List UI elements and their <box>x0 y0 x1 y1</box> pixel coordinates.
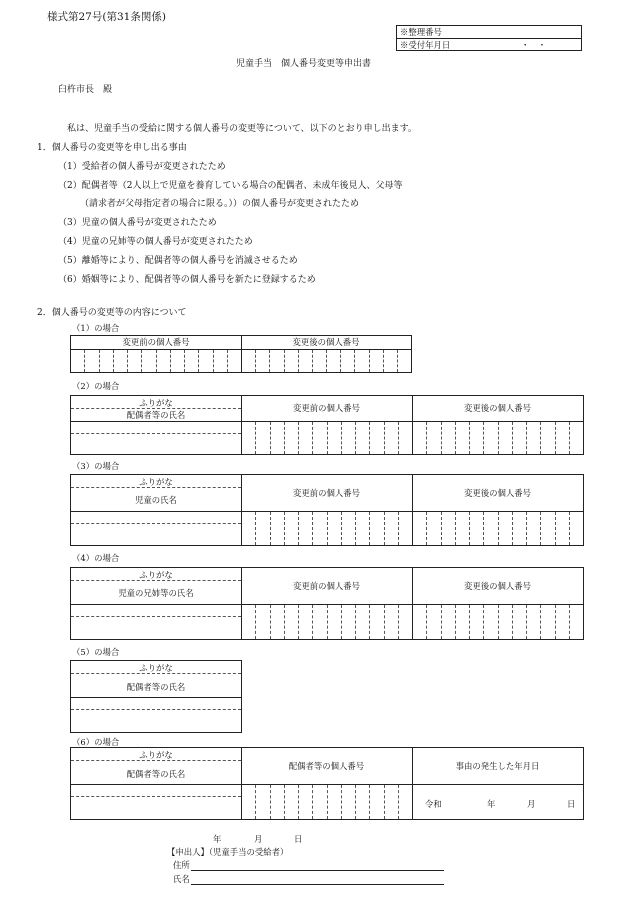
case4-table <box>70 567 584 640</box>
case2-before-digits[interactable] <box>242 422 412 454</box>
case1-after-header: 変更後の個人番号 <box>292 337 360 347</box>
case4-after-digits[interactable] <box>413 605 583 639</box>
case6-event-date-header: 事由の発生した年月日 <box>455 761 540 771</box>
address-label: 住所 <box>173 860 190 870</box>
address-line[interactable] <box>191 870 444 871</box>
case4-before-header: 変更前の個人番号 <box>293 581 360 591</box>
applicant-label: 【申出人】（児童手当の受給者） <box>167 847 289 857</box>
case4-name-header: 児童の兄姉等の氏名 <box>118 588 194 598</box>
seiri-row <box>397 26 581 39</box>
uketsuke-row <box>397 39 581 51</box>
form-number: 様式第27号(第31条関係) <box>47 11 166 23</box>
admin-box <box>396 25 582 51</box>
section2-heading: 2．個人番号の変更等の内容について <box>37 308 187 318</box>
case6-year: 年 <box>487 799 496 809</box>
case1-after-digits[interactable] <box>242 350 411 372</box>
reason-2-cont: （請求者が父母指定者の場合に限る。））の個人番号が変更されたため <box>80 199 360 209</box>
case4-before-digits[interactable] <box>242 605 412 639</box>
reason-5: （5）離婚等により、配偶者等の個人番号を消滅させるため <box>58 256 298 266</box>
section1-heading: 1．個人番号の変更等を申し出る事由 <box>37 143 187 153</box>
case1-before-header: 変更前の個人番号 <box>122 337 190 347</box>
case3-before-header: 変更前の個人番号 <box>293 488 360 498</box>
seiri-label: ※整理番号 <box>400 27 442 37</box>
case3-after-digits[interactable] <box>413 512 583 545</box>
reason-2: （2）配偶者等（2人以上で児童を養育している場合の配偶者、未成年後見人、父母等 <box>58 181 403 191</box>
case2-furigana: ふりがな <box>139 398 173 408</box>
case6-label: （6）の場合 <box>72 737 120 747</box>
sign-month: 月 <box>254 834 263 844</box>
addressee: 臼杵市長 殿 <box>58 85 113 95</box>
reason-6: （6）婚姻等により、配偶者等の個人番号を新たに登録するため <box>58 275 316 285</box>
name-line[interactable] <box>191 884 444 885</box>
name-label: 氏名 <box>173 874 190 884</box>
case1-label: （1）の場合 <box>72 323 120 333</box>
case3-furigana: ふりがな <box>139 477 173 487</box>
case6-furigana: ふりがな <box>139 750 173 760</box>
case6-day: 日 <box>567 799 576 809</box>
case2-table <box>70 395 584 455</box>
case4-after-header: 変更後の個人番号 <box>464 581 531 591</box>
case3-after-header: 変更後の個人番号 <box>464 488 531 498</box>
case2-label: （2）の場合 <box>72 381 120 391</box>
case5-label: （5）の場合 <box>72 647 120 657</box>
case5-furigana: ふりがな <box>139 663 173 673</box>
case1-before-digits[interactable] <box>71 350 241 372</box>
case5-table <box>70 660 242 733</box>
page-title: 児童手当 個人番号変更等申出書 <box>236 59 372 69</box>
uketsuke-dots: ・ ・ <box>521 40 547 50</box>
case6-name-header: 配偶者等の氏名 <box>126 769 186 779</box>
case3-name-header: 児童の氏名 <box>135 495 177 505</box>
case5-name-header: 配偶者等の氏名 <box>126 682 186 692</box>
reason-1: （1）受給者の個人番号が変更されたため <box>58 162 226 172</box>
case6-spouse-digits[interactable] <box>242 785 412 819</box>
case6-spouse-number-header: 配偶者等の個人番号 <box>288 761 365 771</box>
case6-table <box>70 747 584 820</box>
case6-month: 月 <box>527 799 536 809</box>
sign-day: 日 <box>294 834 303 844</box>
case2-after-header: 変更後の個人番号 <box>464 403 531 413</box>
sign-year: 年 <box>213 834 222 844</box>
case1-table <box>70 335 412 373</box>
case6-reiwa: 令和 <box>425 799 442 809</box>
case2-before-header: 変更前の個人番号 <box>293 403 360 413</box>
case3-before-digits[interactable] <box>242 512 412 545</box>
case2-after-digits[interactable] <box>413 422 583 454</box>
case3-label: （3）の場合 <box>72 461 120 471</box>
case4-label: （4）の場合 <box>72 553 120 563</box>
case4-furigana: ふりがな <box>139 570 173 580</box>
case2-name-header: 配偶者等の氏名 <box>126 410 186 420</box>
uketsuke-label: ※受付年月日 <box>400 40 451 50</box>
reason-4: （4）児童の兄姉等の個人番号が変更されたため <box>58 237 253 247</box>
case3-table <box>70 474 584 546</box>
intro-text: 私は、児童手当の受給に関する個人番号の変更等について、以下のとおり申し出ます。 <box>67 124 417 134</box>
reason-3: （3）児童の個人番号が変更されたため <box>58 218 217 228</box>
